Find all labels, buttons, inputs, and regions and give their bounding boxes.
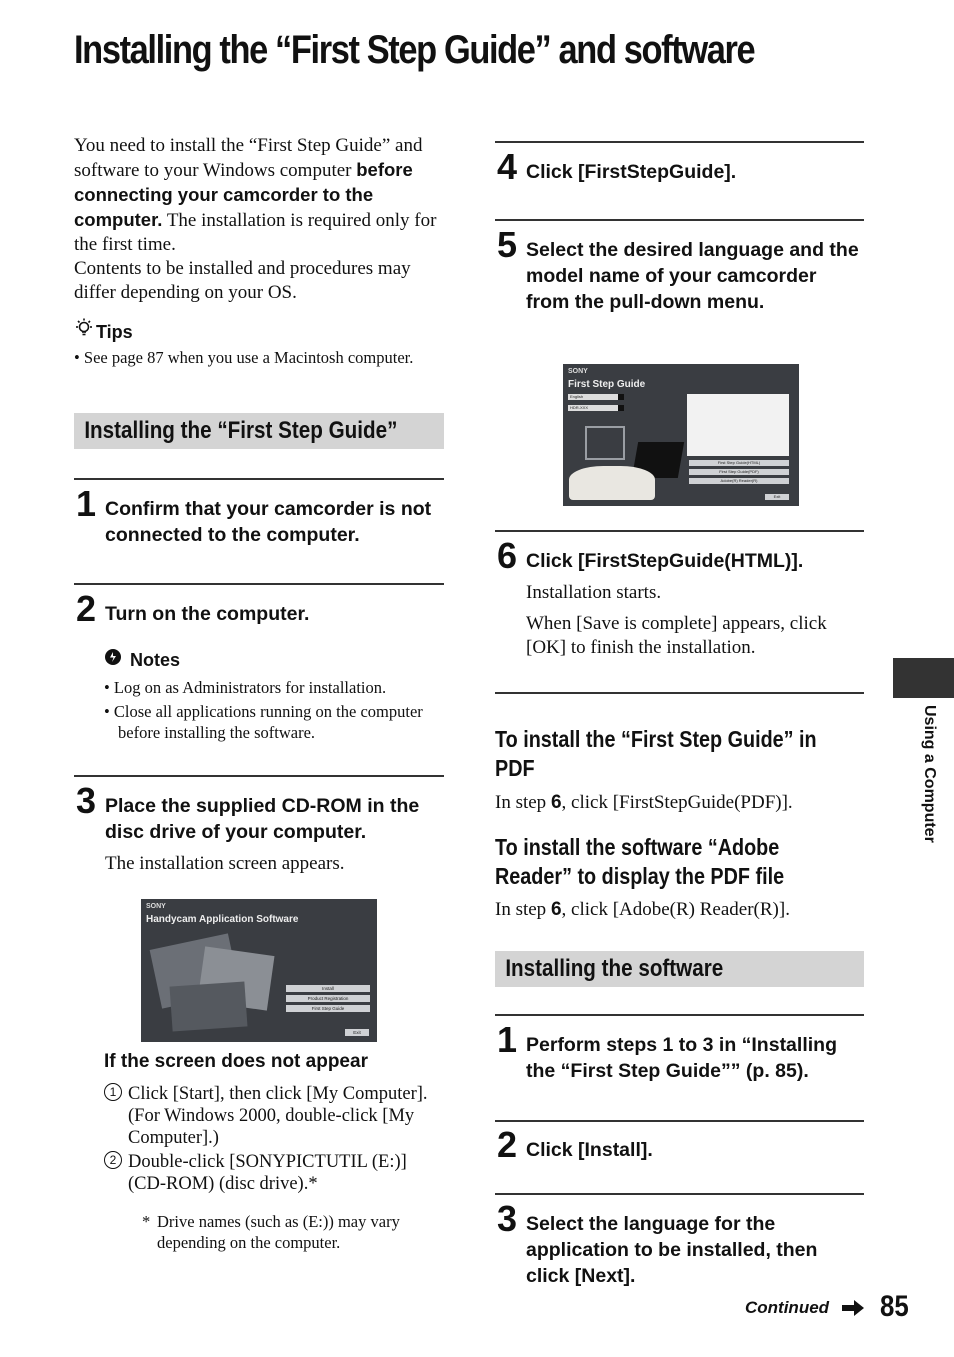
step-text: Turn on the computer. bbox=[105, 603, 310, 625]
sony-logo: SONY bbox=[146, 903, 166, 910]
install-button: Install bbox=[286, 985, 370, 992]
exit-button: Exit bbox=[765, 494, 789, 500]
description-panel bbox=[687, 394, 789, 456]
step-text: Click [FirstStepGuide(HTML)]. bbox=[526, 550, 804, 572]
intro-bold: before connecting your camcorder to the computer. bbox=[74, 159, 413, 230]
step-divider bbox=[495, 141, 864, 143]
intro-text bbox=[74, 134, 444, 305]
screen-title: First Step Guide bbox=[568, 379, 646, 390]
section-heading-label: Installing the “First Step Guide” bbox=[84, 417, 398, 444]
photo-graphic bbox=[170, 981, 248, 1031]
step-reference: 6 bbox=[550, 899, 562, 920]
footnote-mark: * bbox=[142, 1212, 151, 1231]
adobe-heading-line: To install the software “Adobe bbox=[495, 834, 780, 860]
side-tab-label bbox=[920, 705, 940, 865]
notes-heading-label: Notes bbox=[130, 650, 181, 670]
step-divider bbox=[495, 1120, 864, 1122]
step-text: Click [FirstStepGuide]. bbox=[526, 161, 737, 183]
footnote-text: Drive names (such as (E:)) may vary depending on the computer. bbox=[157, 1212, 400, 1252]
chevron-down-icon bbox=[618, 394, 624, 400]
step-divider bbox=[495, 692, 864, 694]
side-tab-marker bbox=[893, 658, 954, 698]
product-registration-button: Product Registration bbox=[286, 995, 370, 1002]
no-screen-heading: If the screen does not appear bbox=[104, 1051, 368, 1072]
no-screen-list bbox=[104, 1083, 444, 1195]
circled-number: 2 bbox=[104, 1151, 122, 1169]
step-text: Place the supplied CD-ROM in the disc drive of your computer. bbox=[105, 795, 420, 843]
monitor-graphic bbox=[585, 426, 625, 460]
pdf-heading-line: PDF bbox=[495, 755, 535, 781]
step-number: 3 bbox=[497, 1198, 518, 1239]
no-screen-item-text: Double-click [SONYPICTUTIL (E:)] (CD-ROM) (disc drive).* bbox=[128, 1152, 407, 1194]
tips-heading bbox=[74, 318, 133, 343]
notes-icon bbox=[104, 648, 130, 671]
step-divider bbox=[74, 775, 444, 777]
first-step-guide-pdf-button: First Step Guide(PDF) bbox=[689, 469, 789, 475]
adobe-heading bbox=[495, 833, 784, 891]
step-divider bbox=[74, 478, 444, 480]
sony-logo: SONY bbox=[568, 368, 588, 375]
pdf-heading bbox=[495, 725, 817, 783]
step-text: Click [Install]. bbox=[526, 1139, 653, 1161]
instruction-text: , click [Adobe(R) Reader(R)]. bbox=[561, 899, 790, 920]
page-title: Installing the “First Step Guide” and software bbox=[74, 28, 755, 72]
step-number: 1 bbox=[76, 483, 97, 524]
section-heading-software bbox=[495, 951, 864, 987]
first-step-guide-html-button: First Step Guide(HTML) bbox=[689, 460, 789, 466]
footnote bbox=[142, 1211, 442, 1253]
tips-item: • See page 87 when you use a Macintosh computer. bbox=[74, 348, 414, 367]
no-screen-item-text: Click [Start], then click [My Computer]. (For Windows 2000, double-click [My Computer].) bbox=[128, 1084, 428, 1148]
intro-text-2: Contents to be installed and procedures may differ depending on your OS. bbox=[74, 258, 411, 303]
language-selection-screen-image bbox=[563, 364, 799, 506]
step-divider bbox=[74, 583, 444, 585]
notes-item: • Close all applications running on the computer before installing the software. bbox=[104, 702, 423, 742]
no-screen-item bbox=[104, 1083, 444, 1149]
section-heading-first-step-guide bbox=[74, 413, 444, 449]
step-divider bbox=[495, 530, 864, 532]
step-body: When [Save is complete] appears, click [OK] to finish the installation. bbox=[526, 613, 827, 658]
lightbulb-icon bbox=[74, 318, 96, 343]
intro-text-a: You need to install the “First Step Guide” and software to your Windows computer bbox=[74, 135, 423, 181]
step-number: 2 bbox=[76, 588, 97, 629]
step-number: 5 bbox=[497, 224, 518, 265]
circled-number: 1 bbox=[104, 1083, 122, 1101]
adobe-heading-line: Reader” to display the PDF file bbox=[495, 863, 785, 889]
step-text: Confirm that your camcorder is not connected to the computer. bbox=[105, 498, 432, 546]
exit-button: Exit bbox=[345, 1029, 369, 1036]
step-body: The installation screen appears. bbox=[105, 853, 345, 874]
step-number: 2 bbox=[497, 1124, 518, 1165]
notes-heading bbox=[104, 648, 180, 671]
step-body: Installation starts. bbox=[526, 582, 662, 603]
step-number: 6 bbox=[497, 535, 518, 576]
notes-list bbox=[104, 677, 434, 743]
tips-item-text: See page 87 when you use a Macintosh computer. bbox=[83, 348, 414, 367]
step-divider bbox=[495, 1014, 864, 1016]
section-heading-label: Installing the software bbox=[505, 955, 724, 982]
pdf-instruction bbox=[495, 791, 793, 815]
pdf-heading-line: To install the “First Step Guide” in bbox=[495, 726, 817, 752]
open-book-graphic bbox=[569, 466, 655, 500]
step-number: 4 bbox=[497, 146, 518, 187]
tips-heading-label: Tips bbox=[96, 322, 133, 342]
language-dropdown: English bbox=[568, 394, 618, 400]
instruction-text: , click [FirstStepGuide(PDF)]. bbox=[561, 792, 793, 813]
chevron-down-icon bbox=[618, 405, 624, 411]
page-number: 85 bbox=[880, 1290, 909, 1323]
notes-item: • Log on as Administrators for installation. bbox=[104, 678, 387, 697]
adobe-instruction bbox=[495, 898, 790, 922]
step-divider bbox=[495, 219, 864, 221]
notes-item-text: Log on as Administrators for installation. bbox=[113, 678, 387, 697]
adobe-reader-button: Adobe(R) Reader(R) bbox=[689, 478, 789, 484]
side-tab-text: Using a Computer bbox=[921, 705, 938, 843]
screen-title: Handycam Application Software bbox=[146, 914, 299, 925]
intro-text-b: The installation is required only for the first time. bbox=[74, 210, 437, 255]
step-divider bbox=[495, 1193, 864, 1195]
step-text: Select the desired language and the model name of your camcorder from the pull-down menu. bbox=[526, 239, 859, 313]
step-number: 3 bbox=[76, 780, 97, 821]
installation-screen-image bbox=[141, 899, 377, 1042]
step-text: Select the language for the application to be installed, then click [Next]. bbox=[526, 1213, 818, 1287]
instruction-text: In step bbox=[495, 899, 551, 920]
step-text: Perform steps 1 to 3 in “Installing the “First Step Guide”” (p. 85). bbox=[526, 1034, 837, 1082]
instruction-text: In step bbox=[495, 792, 551, 813]
no-screen-item bbox=[104, 1151, 444, 1195]
step-number: 1 bbox=[497, 1019, 518, 1060]
notes-item-text: Close all applications running on the computer before installing the software. bbox=[113, 702, 423, 742]
model-dropdown: HDR-XXX bbox=[568, 405, 618, 411]
step-reference: 6 bbox=[550, 792, 562, 813]
continued-label: Continued bbox=[745, 1298, 830, 1317]
first-step-guide-button: First Step Guide bbox=[286, 1005, 370, 1012]
arrow-right-icon bbox=[842, 1300, 864, 1321]
